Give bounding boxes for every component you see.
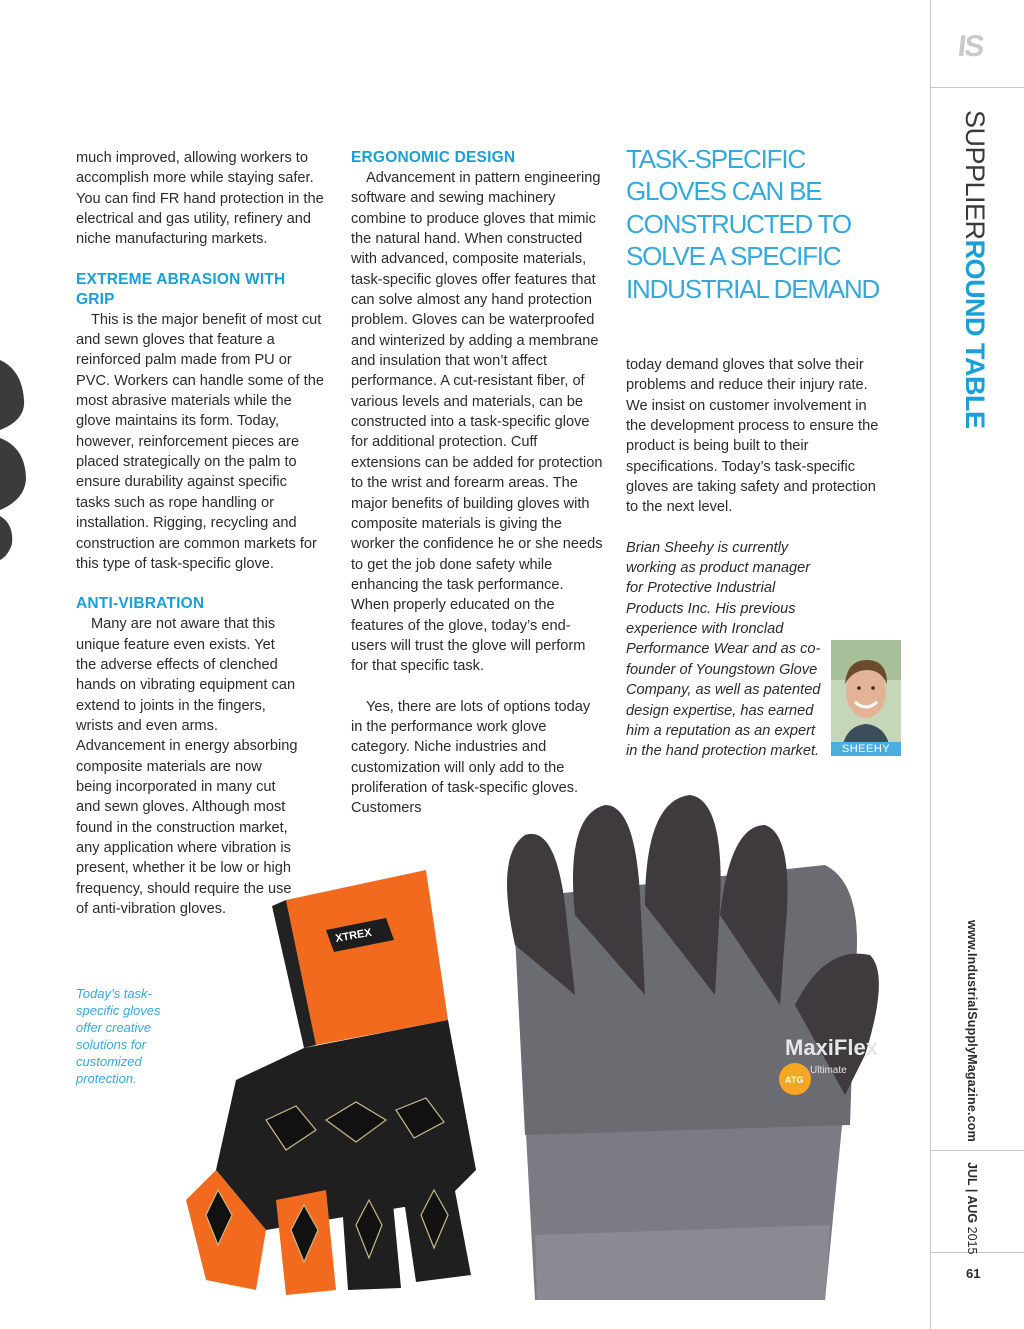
gray-glove-model: Ultimate <box>810 1065 847 1076</box>
headshot-label: SHEEHY <box>831 742 901 756</box>
headshot-photo <box>831 640 901 756</box>
gray-glove-brand: MaxiFlex <box>785 1035 878 1060</box>
column1-intro: much improved, allowing workers to accomplish more while staying safer. You can find FR hand protection in the electrical and gas utility, refinery and niche manufacturing markets. <box>76 150 324 248</box>
section-title <box>959 110 990 429</box>
gray-maxiflex-glove-image <box>495 795 895 1305</box>
issue-date <box>965 1162 979 1254</box>
closing-paragraph: Yes, there are lots of options today in the performance work glove category. Niche industries and customization will only add to the proliferation of task-specific gloves. Customers <box>351 698 591 817</box>
page-number: 61 <box>966 1266 981 1281</box>
photo-caption: Today’s task-specific gloves offer creative solutions for customized protection. <box>76 986 161 1086</box>
website-url: www.IndustrialSupplyMagazine.com <box>965 920 979 1142</box>
heading-anti-vibration: ANTI-VIBRATION <box>76 595 205 613</box>
article-column-1 <box>76 148 324 919</box>
issue-year: 2015 <box>965 1223 979 1255</box>
abrasion-paragraph: This is the major benefit of most cut and sewn gloves that feature a reinforced palm made from PU or PVC. Workers can handle some of the most abrasive materials while the glove maintains its form. Today, however, reinforcement pieces are placed strategically on the palm to ensure durability against specific tasks such as rope handling or installation. Rigging, recycling and construction are common markets for this type of task-specific glove. <box>76 311 324 572</box>
author-bio: Brian Sheehy is currently working as product manager for Protective Industrial Products Inc. His previous experience with Ironclad Performance Wear and as co-founder of Youngstown Glove Company, as well as patented design expertise, has earned him a reputation as an expert in the hand protection market. <box>626 539 821 760</box>
heading-ergonomic-design: ERGONOMIC DESIGN <box>351 149 516 166</box>
section-title-bold: ROUND TABLE <box>960 239 990 429</box>
issue-months: JUL | AUG <box>965 1162 979 1224</box>
orange-glove-brand: XTREX <box>334 926 373 945</box>
author-headshot <box>831 640 901 756</box>
rail-separator-top <box>930 87 1024 88</box>
ergonomic-paragraph: Advancement in pattern engineering software and sewing machinery combine to produce gloves that mimic the natural hand. When constructed with advanced, composite materials, task-specific gloves offer features that can solve almost any hand protection problem. Gloves can be waterproofed and winterized by adding a membrane and insulation that won’t affect performance. A cut-resistant fiber, of various levels and materials, can be constructed into a task-specific glove for additional protection. Cuff extensions can be added for protection to the wrist and forearm areas. The major benefits of building gloves with composite materials is giving the worker the confidence he or she needs to get the job done safety while enhancing the task performance. When properly educated on the features of the glove, today’s end-users will trust the glove will perform for that specific task. <box>351 170 603 675</box>
rail-separator-middle <box>930 1150 1024 1151</box>
vibration-paragraph: Many are not aware that this unique feature even exists. Yet the adverse effects of clenched hands on vibrating equipment can extend to joints in the fingers, wrists and even arms. Advancement in energy absorbing composite materials are now being incorporated in many cut and sewn gloves. Although most found in the construction market, any application where vibration is present, whether it be low or high frequency, should require the use of anti-vibration gloves. <box>76 616 298 917</box>
column3-paragraph: today demand gloves that solve their problems and reduce their injury rate. We insist on customer involvement in the development process to ensure the product is being built to their specifications. Today’s task-specific gloves are taking safety and protection to the next level. <box>626 357 879 516</box>
rail-divider <box>930 0 931 1329</box>
orange-work-glove-image <box>176 870 496 1300</box>
pull-quote: TASK-SPECIFIC GLOVES CAN BE CONSTRUCTED TO SOLVE A SPECIFIC INDUSTRIAL DEMAND <box>626 144 880 304</box>
partial-glove-image <box>0 360 30 560</box>
section-title-light: SUPPLIER <box>960 110 990 240</box>
gray-glove-maker: ATG <box>785 1075 804 1085</box>
heading-extreme-abrasion: EXTREME ABRASION WITH GRIP <box>76 270 286 308</box>
magazine-logo: IS <box>956 30 985 63</box>
article-column-2 <box>351 148 603 819</box>
